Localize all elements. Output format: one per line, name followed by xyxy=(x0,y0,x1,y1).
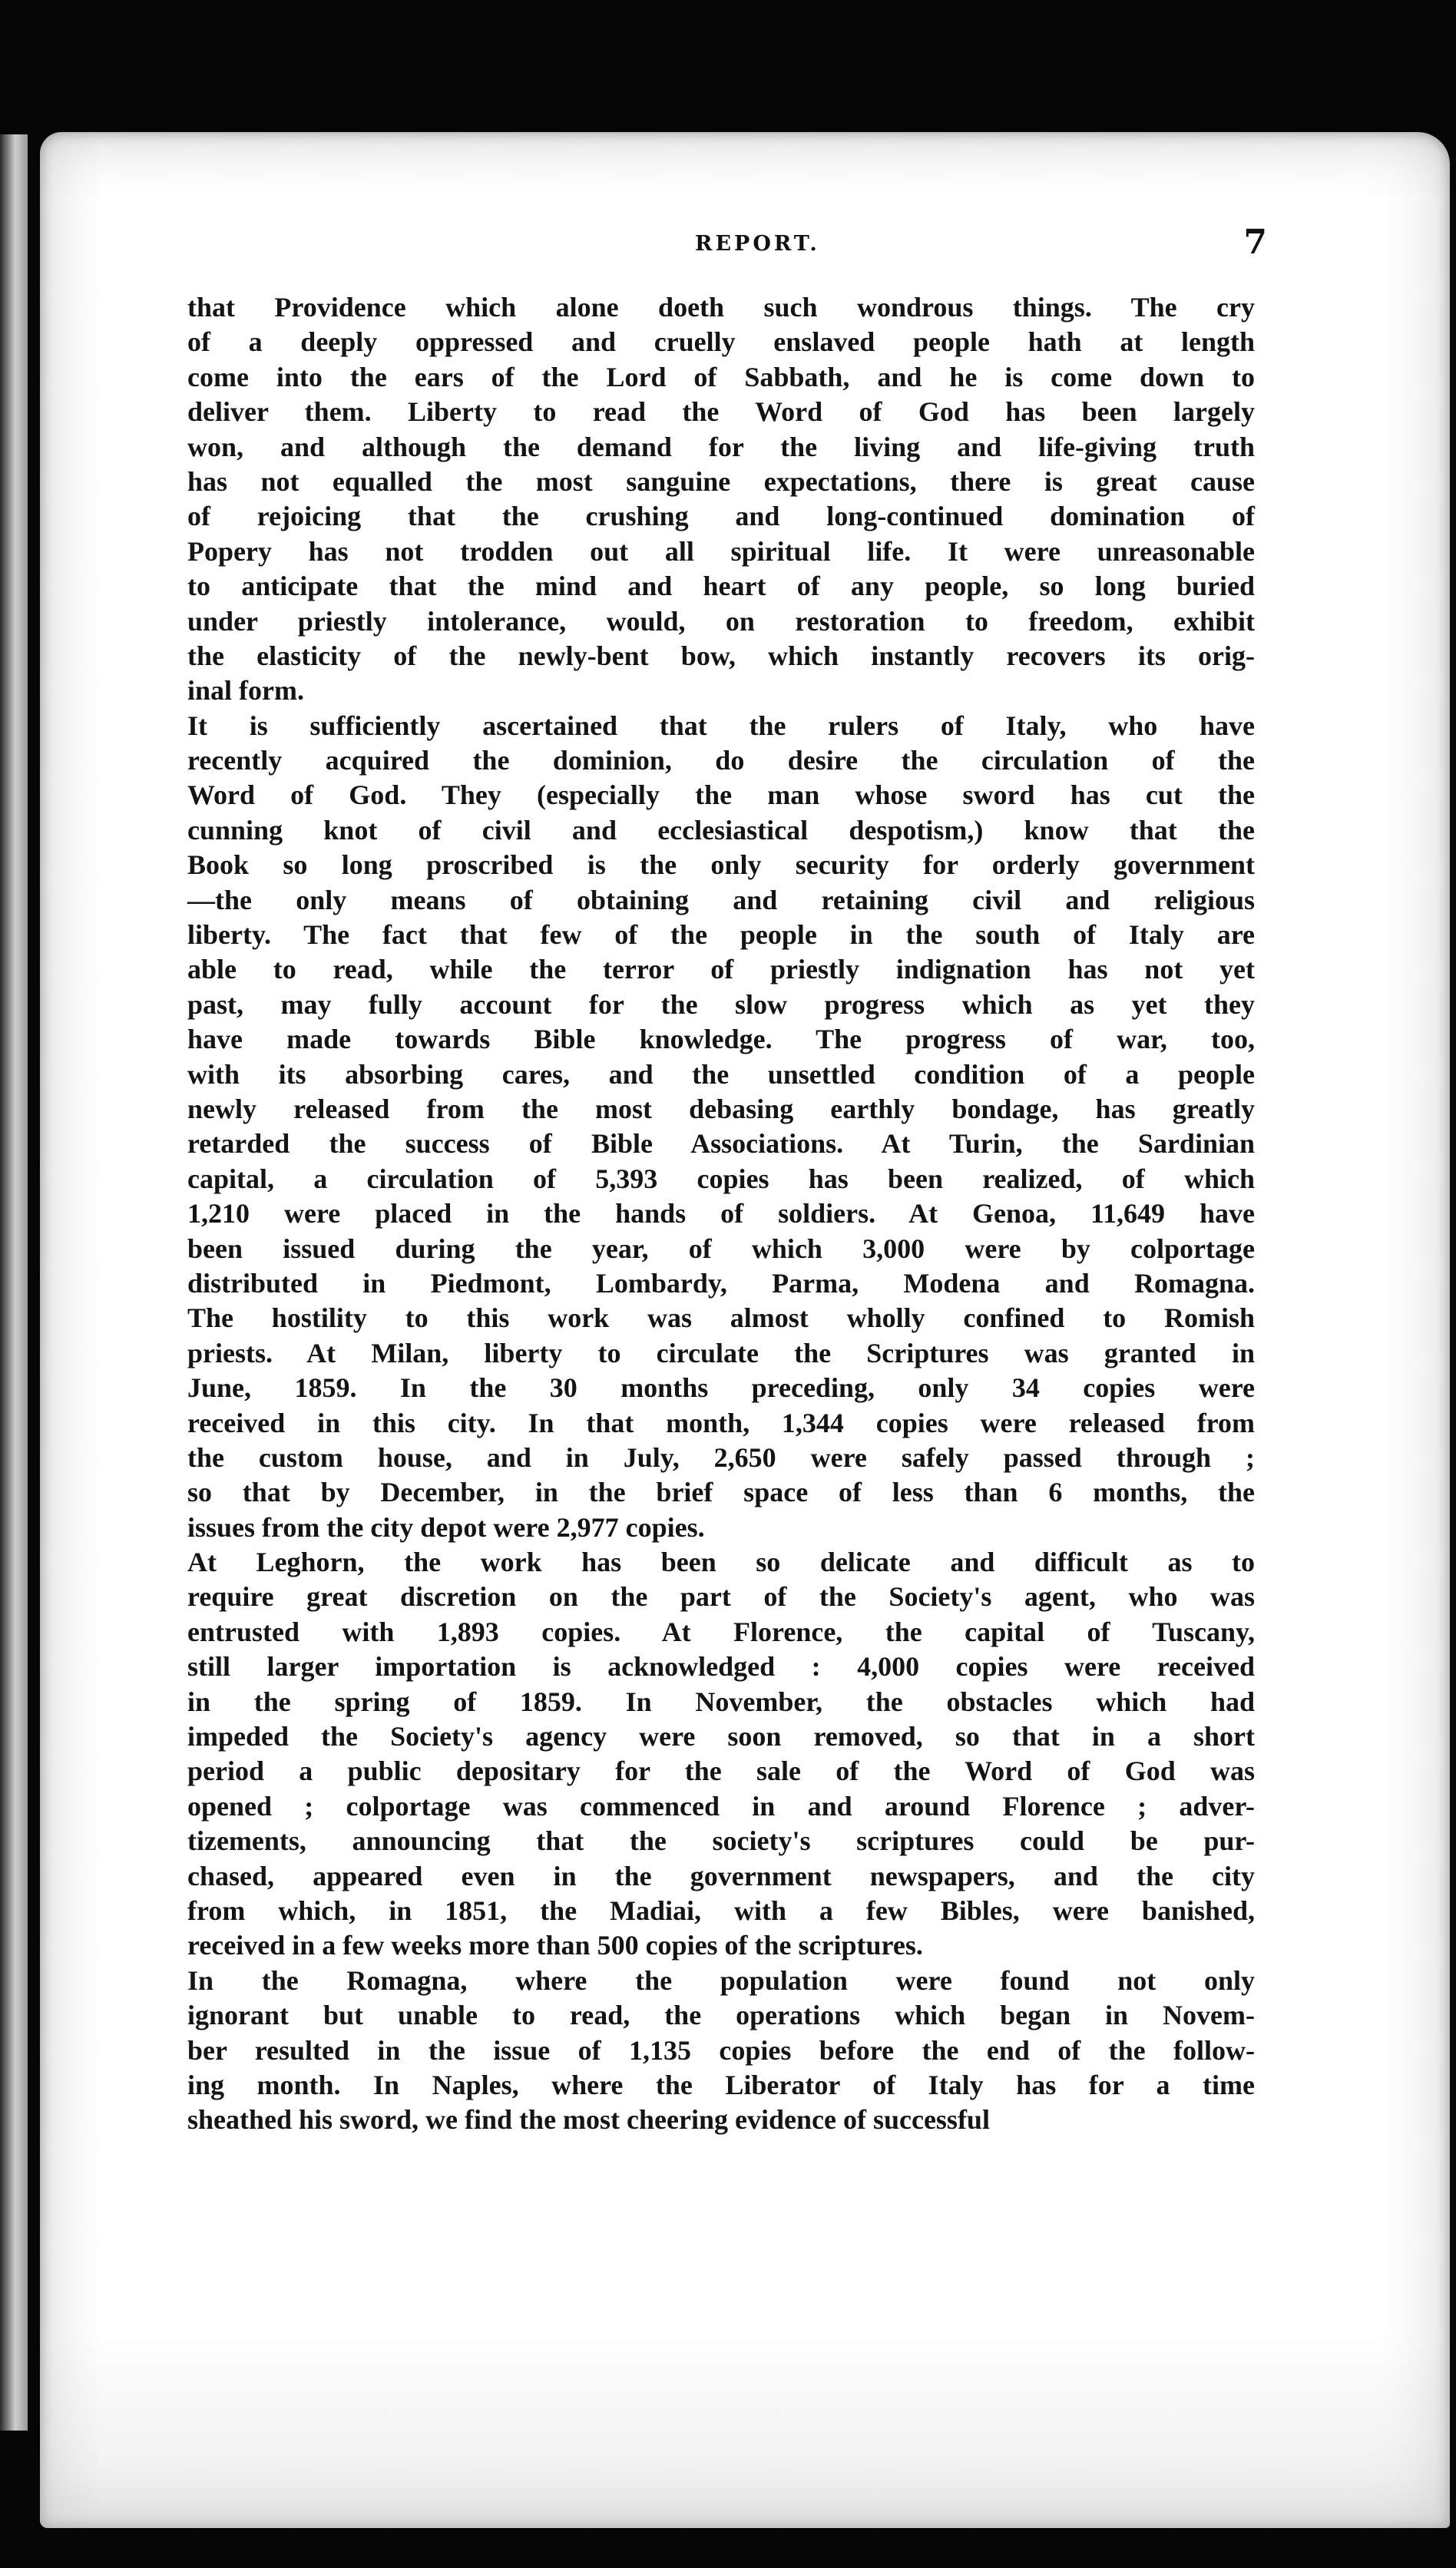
text-line: ignorant but unable to read, the operations which began in Novem- xyxy=(187,2000,1255,2031)
text-line: opened ; colportage was commenced in and around Florence ; adver- xyxy=(187,1790,1255,1822)
text-line: entrusted with 1,893 copies. At Florence, the capital of Tuscany, xyxy=(187,1616,1255,1647)
text-line: issues from the city depot were 2,977 copies. xyxy=(187,1511,705,1543)
text-line: Word of God. They (especially the man whose sword has cut the xyxy=(187,779,1255,811)
text-line: received in this city. In that month, 1,344 copies were released from xyxy=(187,1407,1255,1438)
text-line: sheathed his sword, we find the most cheering evidence of successful xyxy=(187,2104,990,2136)
text-line: still larger importation is acknowledged : 4,000 copies were received xyxy=(187,1651,1255,1683)
text-line: has not equalled the most sanguine expectations, there is great cause xyxy=(187,465,1255,497)
text-line: that Providence which alone doeth such wondrous things. The cry xyxy=(187,292,1255,323)
paragraph xyxy=(187,290,1255,709)
text-line: have made towards Bible knowledge. The progress of war, too, xyxy=(187,1024,1255,1055)
text-line: received in a few weeks more than 500 copies of the scriptures. xyxy=(187,1930,923,1961)
text-line: The hostility to this work was almost wholly confined to Romish xyxy=(187,1302,1255,1334)
text-line: It is sufficiently ascertained that the rulers of Italy, who have xyxy=(187,710,1255,741)
text-line: the custom house, and in July, 2,650 were safely passed through ; xyxy=(187,1441,1255,1473)
paragraph xyxy=(187,1545,1255,1964)
text-line: deliver them. Liberty to read the Word of God has been largely xyxy=(187,396,1255,428)
text-line: in the spring of 1859. In November, the obstacles which had xyxy=(187,1686,1255,1717)
running-head: REPORT. xyxy=(695,232,820,256)
text-line: won, and although the demand for the living and life-giving truth xyxy=(187,431,1255,462)
text-line: the elasticity of the newly-bent bow, which instantly recovers its orig- xyxy=(187,640,1255,671)
text-line: Book so long proscribed is the only security for orderly government xyxy=(187,849,1255,881)
text-line: In the Romagna, where the population were found not only xyxy=(187,1964,1255,1996)
text-line: with its absorbing cares, and the unsettled condition of a people xyxy=(187,1058,1255,1090)
text-line: tizements, announcing that the society's scriptures could be pur- xyxy=(187,1825,1255,1857)
text-line: under priestly intolerance, would, on restoration to freedom, exhibit xyxy=(187,605,1255,637)
page-number: 7 xyxy=(1243,223,1267,262)
text-line: retarded the success of Bible Associations. At Turin, the Sardinian xyxy=(187,1128,1255,1160)
text-line: ing month. In Naples, where the Liberator of Italy has for a time xyxy=(187,2069,1255,2100)
text-line: inal form. xyxy=(187,675,304,707)
text-line: ber resulted in the issue of 1,135 copies before the end of the follow- xyxy=(187,2034,1255,2066)
adjacent-page-edge xyxy=(0,134,28,2431)
text-line: 1,210 were placed in the hands of soldiers. At Genoa, 11,649 have xyxy=(187,1198,1255,1229)
text-line: able to read, while the terror of priestly indignation has not yet xyxy=(187,954,1255,985)
text-line: require great discretion on the part of the Society's agent, who was xyxy=(187,1581,1255,1613)
text-line: of rejoicing that the crushing and long-continued domination of xyxy=(187,501,1255,532)
text-line: come into the ears of the Lord of Sabbath, and he is come down to xyxy=(187,361,1255,392)
text-line: newly released from the most debasing earthly bondage, has greatly xyxy=(187,1093,1255,1124)
text-line: —the only means of obtaining and retaining civil and religious xyxy=(187,884,1255,915)
text-line: so that by December, in the brief space of less than 6 months, the xyxy=(187,1477,1255,1508)
text-line: capital, a circulation of 5,393 copies has been realized, of which xyxy=(187,1163,1255,1194)
body-text xyxy=(187,290,1255,2138)
text-line: been issued during the year, of which 3,000 were by colportage xyxy=(187,1233,1255,1264)
paragraph xyxy=(187,1964,1255,2138)
text-line: past, may fully account for the slow progress which as yet they xyxy=(187,988,1255,1020)
text-line: chased, appeared even in the government newspapers, and the city xyxy=(187,1860,1255,1891)
paragraph xyxy=(187,709,1255,1545)
text-line: of a deeply oppressed and cruelly enslaved people hath at length xyxy=(187,326,1255,358)
text-line: distributed in Piedmont, Lombardy, Parma, Modena and Romagna. xyxy=(187,1267,1255,1299)
text-line: Popery has not trodden out all spiritual life. It were unreasonable xyxy=(187,535,1255,567)
text-line: to anticipate that the mind and heart of any people, so long buried xyxy=(187,571,1255,602)
text-line: impeded the Society's agency were soon removed, so that in a short xyxy=(187,1721,1255,1752)
text-line: At Leghorn, the work has been so delicate and difficult as to xyxy=(187,1547,1255,1578)
text-line: cunning knot of civil and ecclesiastical despotism,) know that the xyxy=(187,814,1255,846)
text-line: June, 1859. In the 30 months preceding, only 34 copies were xyxy=(187,1372,1255,1404)
page-header xyxy=(192,223,1267,284)
text-line: liberty. The fact that few of the people in the south of Italy are xyxy=(187,919,1255,951)
text-line: priests. At Milan, liberty to circulate the Scriptures was granted in xyxy=(187,1337,1255,1368)
text-line: recently acquired the dominion, do desire the circulation of the xyxy=(187,745,1255,776)
text-line: from which, in 1851, the Madiai, with a few Bibles, were banished, xyxy=(187,1895,1255,1926)
text-line: period a public depositary for the sale of the Word of God was xyxy=(187,1756,1255,1787)
